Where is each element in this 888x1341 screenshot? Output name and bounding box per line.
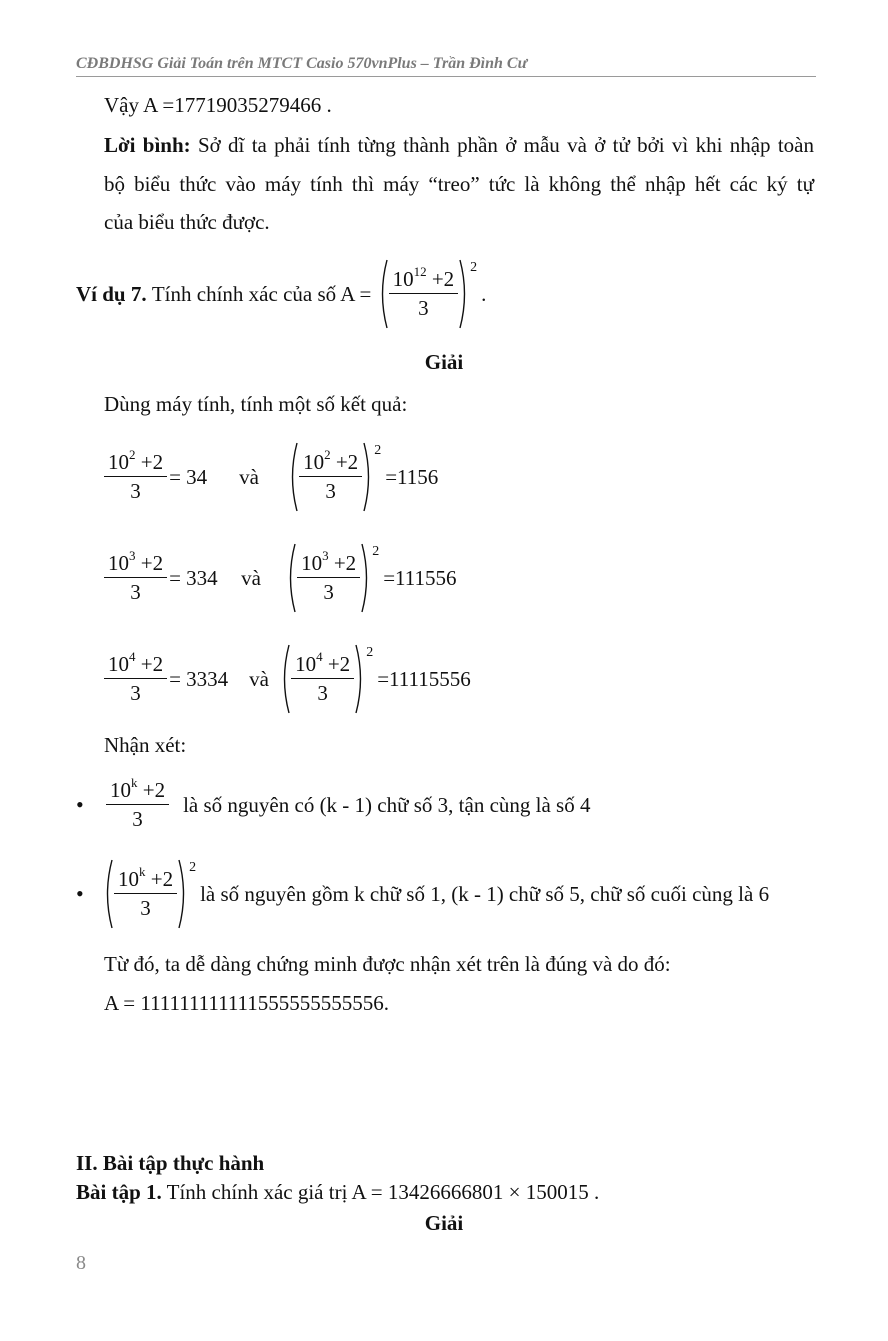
result-suffix: .	[326, 93, 332, 117]
calc-fraction: $\frac{10^3 +2}{3}$	[104, 551, 167, 605]
power-label: 2	[372, 544, 380, 559]
commentary-line-1	[104, 133, 814, 158]
final-result: A = 111111111111555555555556.	[104, 991, 390, 1015]
example-fraction: $\frac{10^{12} +2}{3}$	[389, 267, 459, 321]
result-value: 17719035279466	[174, 93, 322, 117]
calc-result-1: = 34	[169, 464, 208, 489]
running-header: CĐBDHSG Giải Toán trên MTCT Casio 570vnPlus – Trần Đình Cư	[76, 55, 528, 72]
solution-heading: Giải	[424, 1211, 464, 1235]
bullet-icon: •	[76, 881, 84, 906]
result-prefix: Vậy A =	[104, 93, 175, 117]
right-paren-icon	[177, 858, 189, 930]
power-label: 2	[374, 443, 382, 458]
observation-heading: Nhận xét:	[104, 733, 187, 757]
left-paren-icon	[279, 643, 291, 715]
example-7	[76, 258, 486, 330]
observation-item	[76, 775, 591, 832]
header-divider	[76, 76, 816, 77]
commentary-line-2: bộ biểu thức vào máy tính thì máy “treo” tức là không thể nhập hết các ký tự	[104, 172, 814, 196]
exercise-label: Bài tập 1.	[76, 1180, 162, 1204]
right-paren-icon	[458, 258, 470, 330]
exercise-text: Tính chính xác giá trị A = 13426666801 × 150015 .	[166, 1180, 600, 1204]
and-word: và	[241, 565, 261, 590]
solution-heading: Giải	[424, 350, 464, 374]
section-heading: II. Bài tập thực hành	[76, 1151, 265, 1175]
left-paren-icon	[377, 258, 389, 330]
calc-fraction: $\frac{10^2 +2}{3}$	[104, 450, 167, 504]
calc-row	[104, 441, 438, 513]
observation-text: là số nguyên gồm k chữ số 1, (k - 1) chữ số 5, chữ số cuối cùng là 6	[200, 881, 770, 906]
intro-text: Dùng máy tính, tính một số kết quả:	[104, 392, 408, 416]
calc-row	[104, 542, 456, 614]
observation-fraction-squared: $\frac{10^k +2}{3}$	[114, 867, 177, 921]
and-word: và	[239, 464, 259, 489]
calc-fraction-squared: $\frac{10^3 +2}{3}$	[297, 551, 360, 605]
commentary-label: Lời bình:	[104, 133, 191, 157]
result-line	[104, 93, 332, 118]
calc-result-2: =11115556	[377, 666, 471, 691]
commentary-line-3: của biểu thức được.	[104, 210, 270, 234]
bullet-icon: •	[76, 792, 84, 817]
power-label: 2	[189, 860, 197, 875]
example-power: 2	[470, 260, 478, 275]
conclusion-text: Từ đó, ta dễ dàng chứng minh được nhận xét trên là đúng và do đó:	[104, 952, 671, 976]
right-paren-icon	[360, 542, 372, 614]
right-paren-icon	[354, 643, 366, 715]
calc-result-2: =1156	[385, 464, 439, 489]
example-label: Ví dụ 7.	[76, 281, 147, 306]
calc-result-1: = 3334	[169, 666, 229, 691]
power-label: 2	[366, 645, 374, 660]
calc-result-1: = 334	[169, 565, 218, 590]
commentary-text-1: Sở dĩ ta phải tính từng thành phần ở mẫu và ở tử bởi vì khi nhập toàn	[197, 133, 815, 157]
left-paren-icon	[287, 441, 299, 513]
calc-row	[104, 643, 471, 715]
exercise-1	[76, 1180, 599, 1205]
calc-fraction-squared: $\frac{10^4 +2}{3}$	[291, 652, 354, 706]
left-paren-icon	[102, 858, 114, 930]
calc-result-2: =111556	[383, 565, 457, 590]
calc-fraction-squared: $\frac{10^2 +2}{3}$	[299, 450, 362, 504]
observation-text: là số nguyên có (k - 1) chữ số 3, tận cùng là số 4	[183, 792, 591, 817]
example-period: .	[481, 281, 487, 306]
calc-fraction: $\frac{10^4 +2}{3}$	[104, 652, 167, 706]
observation-fraction: $\frac{10^k +2}{3}$	[106, 778, 169, 832]
page-number: 8	[76, 1252, 86, 1274]
observation-item	[76, 858, 769, 930]
right-paren-icon	[362, 441, 374, 513]
example-text: Tính chính xác của số A =	[151, 281, 372, 306]
and-word: và	[249, 666, 269, 691]
left-paren-icon	[285, 542, 297, 614]
